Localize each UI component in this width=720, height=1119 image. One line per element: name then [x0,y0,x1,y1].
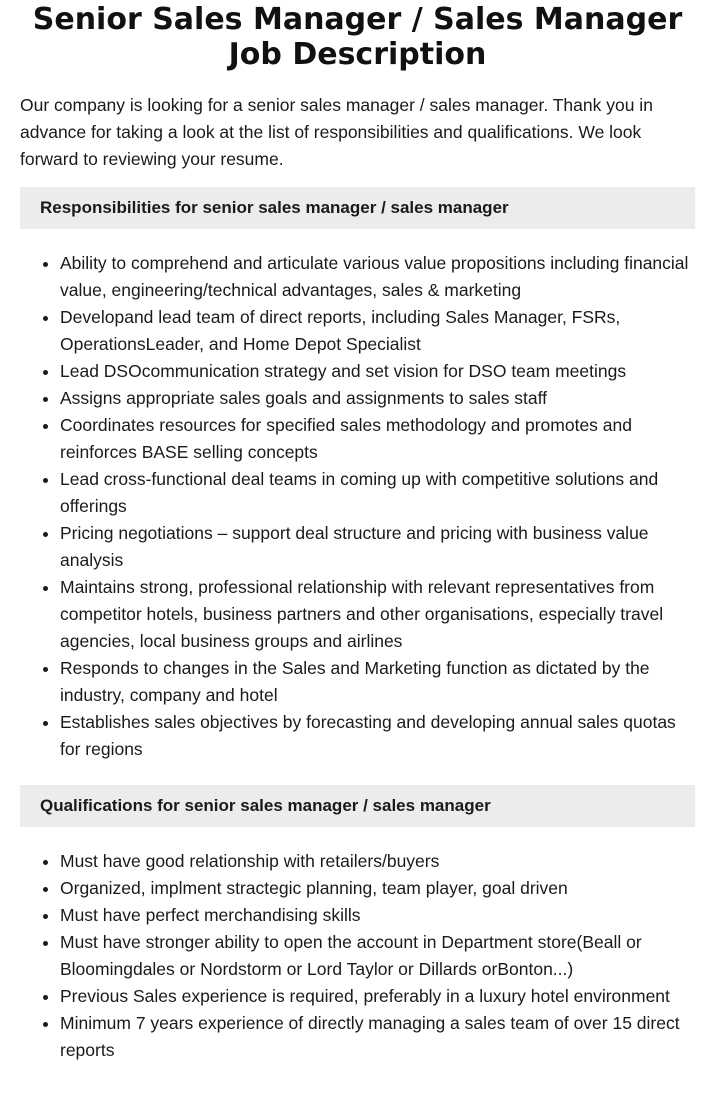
list-item: • Must have stronger ability to open the account in Department store(Beall or Bloomingdales or Nordstorm or Lord Taylor or Dillards orBonton...) [60,929,695,983]
list-item: • Must have perfect merchandising skills [60,902,695,929]
responsibilities-heading: Responsibilities for senior sales manager / sales manager [20,187,695,229]
responsibilities-list [20,250,695,763]
qualifications-list [20,848,695,1064]
list-item: • Coordinates resources for specified sales methodology and promotes and reinforces BASE selling concepts [60,412,695,466]
qualifications-heading: Qualifications for senior sales manager / sales manager [20,785,695,827]
list-item: • Organized, implment stractegic planning, team player, goal driven [60,875,695,902]
list-item: • Maintains strong, professional relationship with relevant representatives from competitor hotels, business partners and other organisations, especially travel agencies, local business groups and airlines [60,574,695,655]
list-item: • Pricing negotiations – support deal structure and pricing with business value analysis [60,520,695,574]
list-item: • Ability to comprehend and articulate various value propositions including financial value, engineering/technical advantages, sales & marketing [60,250,695,304]
list-item: • Establishes sales objectives by forecasting and developing annual sales quotas for regions [60,709,695,763]
list-item: • Responds to changes in the Sales and Marketing function as dictated by the industry, company and hotel [60,655,695,709]
list-item: • Previous Sales experience is required, preferably in a luxury hotel environment [60,983,695,1010]
list-item: • Minimum 7 years experience of directly managing a sales team of over 15 direct reports [60,1010,695,1064]
list-item: • Lead DSOcommunication strategy and set vision for DSO team meetings [60,358,695,385]
intro-paragraph: Our company is looking for a senior sales manager / sales manager. Thank you in advance for taking a look at the list of responsibilities and qualifications. We look forward to reviewing your resume. [20,95,653,169]
job-description-page [20,0,695,1064]
list-item: • Lead cross-functional deal teams in coming up with competitive solutions and offerings [60,466,695,520]
list-item: • Must have good relationship with retailers/buyers [60,848,695,875]
list-item: • Developand lead team of direct reports, including Sales Manager, FSRs, OperationsLeader, and Home Depot Specialist [60,304,695,358]
list-item: • Assigns appropriate sales goals and assignments to sales staff [60,385,695,412]
page-title: Senior Sales Manager / Sales Manager Job Description [32,2,683,72]
